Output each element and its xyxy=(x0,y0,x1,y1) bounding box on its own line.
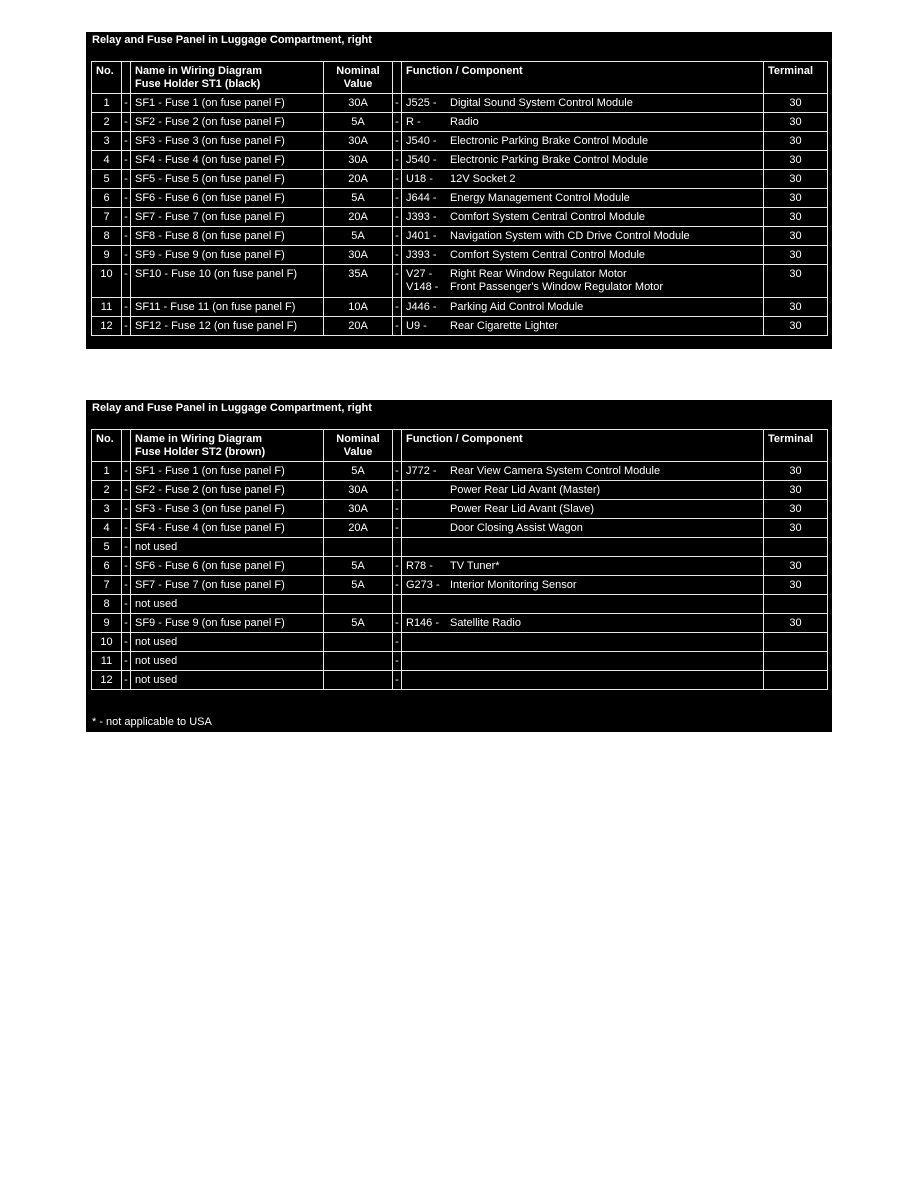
row-function xyxy=(402,298,764,317)
row-number: 6 xyxy=(92,189,122,208)
row-number: 2 xyxy=(92,481,122,500)
component-desc: Satellite Radio xyxy=(450,617,521,629)
row-value: 30A xyxy=(324,132,393,151)
row-dash: - xyxy=(393,132,402,151)
table-row xyxy=(92,538,828,557)
header-spacer xyxy=(393,430,402,462)
row-number: 5 xyxy=(92,538,122,557)
row-dash: - xyxy=(122,317,131,336)
component-code: G273 - xyxy=(406,579,440,591)
row-value: 5A xyxy=(324,113,393,132)
row-value: 5A xyxy=(324,557,393,576)
header-nominal xyxy=(324,62,393,94)
row-value: 5A xyxy=(324,227,393,246)
row-name: SF6 - Fuse 6 (on fuse panel F) xyxy=(131,557,324,576)
row-dash: - xyxy=(393,113,402,132)
row-number: 4 xyxy=(92,519,122,538)
table-row xyxy=(92,317,828,336)
row-value xyxy=(324,652,393,671)
component-desc: Electronic Parking Brake Control Module xyxy=(450,154,649,166)
component-desc: Electronic Parking Brake Control Module xyxy=(450,135,649,147)
row-number: 12 xyxy=(92,317,122,336)
row-function xyxy=(402,576,764,595)
table-row xyxy=(92,671,828,690)
component-code: U18 - xyxy=(406,173,433,185)
row-name: SF9 - Fuse 9 (on fuse panel F) xyxy=(131,614,324,633)
row-function xyxy=(402,500,764,519)
component-desc: Digital Sound System Control Module xyxy=(450,97,633,109)
header-row xyxy=(92,62,828,94)
row-number: 9 xyxy=(92,614,122,633)
row-number: 6 xyxy=(92,557,122,576)
row-terminal: 30 xyxy=(764,227,828,246)
row-dash: - xyxy=(393,652,402,671)
row-number: 10 xyxy=(92,633,122,652)
function-line xyxy=(406,617,759,630)
row-dash: - xyxy=(122,265,131,298)
row-number: 10 xyxy=(92,265,122,298)
table-row xyxy=(92,614,828,633)
row-dash: - xyxy=(122,132,131,151)
row-value: 20A xyxy=(324,317,393,336)
row-number: 5 xyxy=(92,170,122,189)
function-line xyxy=(406,173,759,186)
row-function xyxy=(402,557,764,576)
header-function: Function / Component xyxy=(402,62,764,94)
component-code: J644 - xyxy=(406,192,437,204)
row-name: SF4 - Fuse 4 (on fuse panel F) xyxy=(131,519,324,538)
row-terminal: 30 xyxy=(764,151,828,170)
header-name-line1: Name in Wiring Diagram xyxy=(135,433,263,445)
function-line xyxy=(406,579,759,592)
row-dash: - xyxy=(393,500,402,519)
row-dash: - xyxy=(393,481,402,500)
row-name: SF8 - Fuse 8 (on fuse panel F) xyxy=(131,227,324,246)
row-function xyxy=(402,170,764,189)
row-dash: - xyxy=(393,151,402,170)
table-row xyxy=(92,113,828,132)
row-dash: - xyxy=(393,298,402,317)
component-desc: Comfort System Central Control Module xyxy=(450,211,646,223)
row-terminal: 30 xyxy=(764,576,828,595)
row-dash: - xyxy=(122,481,131,500)
row-number: 4 xyxy=(92,151,122,170)
row-name: not used xyxy=(131,633,324,652)
row-value xyxy=(324,671,393,690)
row-number: 7 xyxy=(92,208,122,227)
component-code: J393 - xyxy=(406,249,437,261)
header-nominal-line1: Nominal xyxy=(336,65,380,77)
row-value: 5A xyxy=(324,576,393,595)
component-code: J540 - xyxy=(406,154,437,166)
row-terminal: 30 xyxy=(764,317,828,336)
row-terminal: 30 xyxy=(764,170,828,189)
row-function xyxy=(402,614,764,633)
row-number: 8 xyxy=(92,595,122,614)
header-name-line2: Fuse Holder ST1 (black) xyxy=(135,78,261,90)
component-desc: Navigation System with CD Drive Control Module xyxy=(450,230,690,242)
row-terminal xyxy=(764,652,828,671)
row-dash: - xyxy=(393,94,402,113)
component-desc: Comfort System Central Control Module xyxy=(450,249,646,261)
row-value: 20A xyxy=(324,208,393,227)
panel-title: Relay and Fuse Panel in Luggage Compartment, right xyxy=(92,402,372,414)
table-row xyxy=(92,462,828,481)
component-desc: 12V Socket 2 xyxy=(450,173,516,185)
header-spacer xyxy=(122,430,131,462)
row-number: 3 xyxy=(92,500,122,519)
table-row xyxy=(92,481,828,500)
table-row xyxy=(92,151,828,170)
row-terminal xyxy=(764,538,828,557)
row-dash: - xyxy=(122,519,131,538)
row-terminal: 30 xyxy=(764,557,828,576)
row-number: 7 xyxy=(92,576,122,595)
row-function xyxy=(402,265,764,298)
row-name: not used xyxy=(131,652,324,671)
row-function xyxy=(402,132,764,151)
row-dash: - xyxy=(393,462,402,481)
row-terminal xyxy=(764,633,828,652)
row-terminal: 30 xyxy=(764,189,828,208)
function-line xyxy=(406,465,759,478)
row-function xyxy=(402,671,764,690)
table-row xyxy=(92,519,828,538)
row-dash: - xyxy=(393,633,402,652)
row-dash: - xyxy=(122,576,131,595)
row-dash: - xyxy=(393,557,402,576)
row-name: SF3 - Fuse 3 (on fuse panel F) xyxy=(131,132,324,151)
row-dash: - xyxy=(122,671,131,690)
row-name: SF1 - Fuse 1 (on fuse panel F) xyxy=(131,462,324,481)
function-line xyxy=(406,230,759,243)
row-dash: - xyxy=(122,538,131,557)
row-dash: - xyxy=(393,671,402,690)
row-name: SF1 - Fuse 1 (on fuse panel F) xyxy=(131,94,324,113)
header-function: Function / Component xyxy=(402,430,764,462)
row-value: 30A xyxy=(324,94,393,113)
table-row xyxy=(92,633,828,652)
row-function xyxy=(402,652,764,671)
row-terminal: 30 xyxy=(764,298,828,317)
component-code: J393 - xyxy=(406,211,437,223)
row-value: 5A xyxy=(324,462,393,481)
row-terminal: 30 xyxy=(764,614,828,633)
header-nominal-line2: Value xyxy=(343,78,373,90)
row-value: 35A xyxy=(324,265,393,298)
table-row xyxy=(92,500,828,519)
panel-title: Relay and Fuse Panel in Luggage Compartment, right xyxy=(92,34,372,46)
row-dash: - xyxy=(393,227,402,246)
row-terminal: 30 xyxy=(764,500,828,519)
component-code: V27 - xyxy=(406,268,433,280)
component-code: J446 - xyxy=(406,301,437,313)
table-row xyxy=(92,557,828,576)
row-value: 10A xyxy=(324,298,393,317)
header-name xyxy=(131,62,324,94)
row-function xyxy=(402,595,764,614)
row-terminal: 30 xyxy=(764,481,828,500)
table-row xyxy=(92,227,828,246)
table-row xyxy=(92,246,828,265)
component-desc: Parking Aid Control Module xyxy=(450,301,584,313)
row-dash: - xyxy=(122,227,131,246)
row-number: 8 xyxy=(92,227,122,246)
row-number: 1 xyxy=(92,462,122,481)
row-function xyxy=(402,519,764,538)
row-name: SF4 - Fuse 4 (on fuse panel F) xyxy=(131,151,324,170)
row-function xyxy=(402,189,764,208)
row-name: SF7 - Fuse 7 (on fuse panel F) xyxy=(131,576,324,595)
row-function xyxy=(402,113,764,132)
component-code: J525 - xyxy=(406,97,437,109)
header-spacer xyxy=(393,62,402,94)
row-value: 20A xyxy=(324,519,393,538)
function-line xyxy=(406,484,759,497)
row-dash: - xyxy=(122,298,131,317)
row-number: 3 xyxy=(92,132,122,151)
row-dash: - xyxy=(122,633,131,652)
function-line xyxy=(406,320,759,333)
header-nominal-line1: Nominal xyxy=(336,433,380,445)
row-name: SF12 - Fuse 12 (on fuse panel F) xyxy=(131,317,324,336)
row-terminal: 30 xyxy=(764,208,828,227)
row-number: 12 xyxy=(92,671,122,690)
row-terminal: 30 xyxy=(764,113,828,132)
header-spacer xyxy=(122,62,131,94)
footnote: * - not applicable to USA xyxy=(92,716,212,728)
header-nominal xyxy=(324,430,393,462)
row-dash: - xyxy=(122,595,131,614)
row-dash: - xyxy=(122,189,131,208)
row-dash: - xyxy=(122,652,131,671)
fuse-panel-st1 xyxy=(86,32,832,349)
component-code: R - xyxy=(406,116,421,128)
row-dash: - xyxy=(122,500,131,519)
function-line xyxy=(406,503,759,516)
table-row xyxy=(92,208,828,227)
row-function xyxy=(402,462,764,481)
row-name: SF11 - Fuse 11 (on fuse panel F) xyxy=(131,298,324,317)
header-name-line1: Name in Wiring Diagram xyxy=(135,65,263,77)
row-dash: - xyxy=(393,576,402,595)
table-row xyxy=(92,576,828,595)
row-value xyxy=(324,595,393,614)
row-dash: - xyxy=(393,170,402,189)
component-desc: Power Rear Lid Avant (Slave) xyxy=(450,503,595,515)
row-function xyxy=(402,246,764,265)
header-no: No. xyxy=(92,62,122,94)
component-desc: Interior Monitoring Sensor xyxy=(450,579,577,591)
component-desc: Rear View Camera System Control Module xyxy=(450,465,661,477)
row-name: SF3 - Fuse 3 (on fuse panel F) xyxy=(131,500,324,519)
table-row xyxy=(92,265,828,298)
header-nominal-line2: Value xyxy=(343,446,373,458)
component-code: J401 - xyxy=(406,230,437,242)
row-dash: - xyxy=(122,557,131,576)
fuse-table xyxy=(91,61,828,336)
row-number: 11 xyxy=(92,298,122,317)
row-function xyxy=(402,151,764,170)
row-number: 2 xyxy=(92,113,122,132)
component-code: V148 - xyxy=(406,281,439,293)
component-desc: Right Rear Window Regulator Motor xyxy=(450,268,627,280)
table-row xyxy=(92,652,828,671)
component-code: J540 - xyxy=(406,135,437,147)
row-dash: - xyxy=(122,208,131,227)
row-terminal xyxy=(764,671,828,690)
header-name-line2: Fuse Holder ST2 (brown) xyxy=(135,446,266,458)
header-terminal: Terminal xyxy=(764,430,828,462)
row-value: 5A xyxy=(324,189,393,208)
fuse-table xyxy=(91,429,828,690)
component-desc: Door Closing Assist Wagon xyxy=(450,522,583,534)
header-terminal: Terminal xyxy=(764,62,828,94)
function-line xyxy=(406,211,759,224)
row-function xyxy=(402,94,764,113)
row-name: SF7 - Fuse 7 (on fuse panel F) xyxy=(131,208,324,227)
function-line xyxy=(406,116,759,129)
row-number: 9 xyxy=(92,246,122,265)
row-value: 30A xyxy=(324,500,393,519)
row-terminal: 30 xyxy=(764,462,828,481)
row-dash: - xyxy=(393,189,402,208)
header-no: No. xyxy=(92,430,122,462)
row-dash: - xyxy=(393,614,402,633)
component-desc: Energy Management Control Module xyxy=(450,192,630,204)
row-name: SF2 - Fuse 2 (on fuse panel F) xyxy=(131,113,324,132)
row-name: not used xyxy=(131,671,324,690)
function-line xyxy=(406,154,759,167)
component-desc: Front Passenger's Window Regulator Motor xyxy=(450,281,664,293)
row-function xyxy=(402,208,764,227)
table-row xyxy=(92,94,828,113)
function-line xyxy=(406,249,759,262)
component-code: U9 - xyxy=(406,320,427,332)
function-line xyxy=(406,135,759,148)
row-terminal xyxy=(764,595,828,614)
fuse-panel-st2 xyxy=(86,400,832,732)
component-desc: Radio xyxy=(450,116,479,128)
table-row xyxy=(92,595,828,614)
row-number: 11 xyxy=(92,652,122,671)
row-name: SF10 - Fuse 10 (on fuse panel F) xyxy=(131,265,324,298)
row-name: not used xyxy=(131,538,324,557)
row-function xyxy=(402,317,764,336)
row-name: SF9 - Fuse 9 (on fuse panel F) xyxy=(131,246,324,265)
row-value: 30A xyxy=(324,246,393,265)
function-line xyxy=(406,97,759,110)
component-code: R78 - xyxy=(406,560,433,572)
row-dash: - xyxy=(122,151,131,170)
row-value: 30A xyxy=(324,151,393,170)
row-terminal: 30 xyxy=(764,519,828,538)
function-line xyxy=(406,522,759,535)
row-dash: - xyxy=(393,246,402,265)
row-dash: - xyxy=(122,614,131,633)
row-dash: - xyxy=(122,462,131,481)
component-desc: Rear Cigarette Lighter xyxy=(450,320,559,332)
function-line xyxy=(406,560,759,573)
row-value: 20A xyxy=(324,170,393,189)
function-line xyxy=(406,281,759,294)
table-row xyxy=(92,298,828,317)
row-function xyxy=(402,633,764,652)
row-name: SF5 - Fuse 5 (on fuse panel F) xyxy=(131,170,324,189)
row-dash: - xyxy=(393,519,402,538)
header-row xyxy=(92,430,828,462)
row-function xyxy=(402,227,764,246)
row-name: not used xyxy=(131,595,324,614)
row-function xyxy=(402,481,764,500)
component-code: J772 - xyxy=(406,465,437,477)
row-dash: - xyxy=(393,208,402,227)
row-dash: - xyxy=(122,246,131,265)
function-line xyxy=(406,268,759,281)
row-terminal: 30 xyxy=(764,132,828,151)
row-name: SF2 - Fuse 2 (on fuse panel F) xyxy=(131,481,324,500)
row-dash: - xyxy=(393,265,402,298)
row-dash: - xyxy=(122,113,131,132)
row-dash: - xyxy=(122,94,131,113)
component-desc: Power Rear Lid Avant (Master) xyxy=(450,484,601,496)
row-terminal: 30 xyxy=(764,246,828,265)
function-line xyxy=(406,192,759,205)
header-name xyxy=(131,430,324,462)
row-value xyxy=(324,538,393,557)
row-value: 30A xyxy=(324,481,393,500)
row-terminal: 30 xyxy=(764,94,828,113)
component-desc: TV Tuner* xyxy=(450,560,500,572)
row-value xyxy=(324,633,393,652)
row-dash xyxy=(393,538,402,557)
row-dash xyxy=(393,595,402,614)
row-number: 1 xyxy=(92,94,122,113)
row-dash: - xyxy=(122,170,131,189)
table-row xyxy=(92,189,828,208)
row-value: 5A xyxy=(324,614,393,633)
component-code: R146 - xyxy=(406,617,440,629)
row-function xyxy=(402,538,764,557)
row-terminal: 30 xyxy=(764,265,828,298)
table-row xyxy=(92,170,828,189)
function-line xyxy=(406,301,759,314)
row-name: SF6 - Fuse 6 (on fuse panel F) xyxy=(131,189,324,208)
row-dash: - xyxy=(393,317,402,336)
table-row xyxy=(92,132,828,151)
